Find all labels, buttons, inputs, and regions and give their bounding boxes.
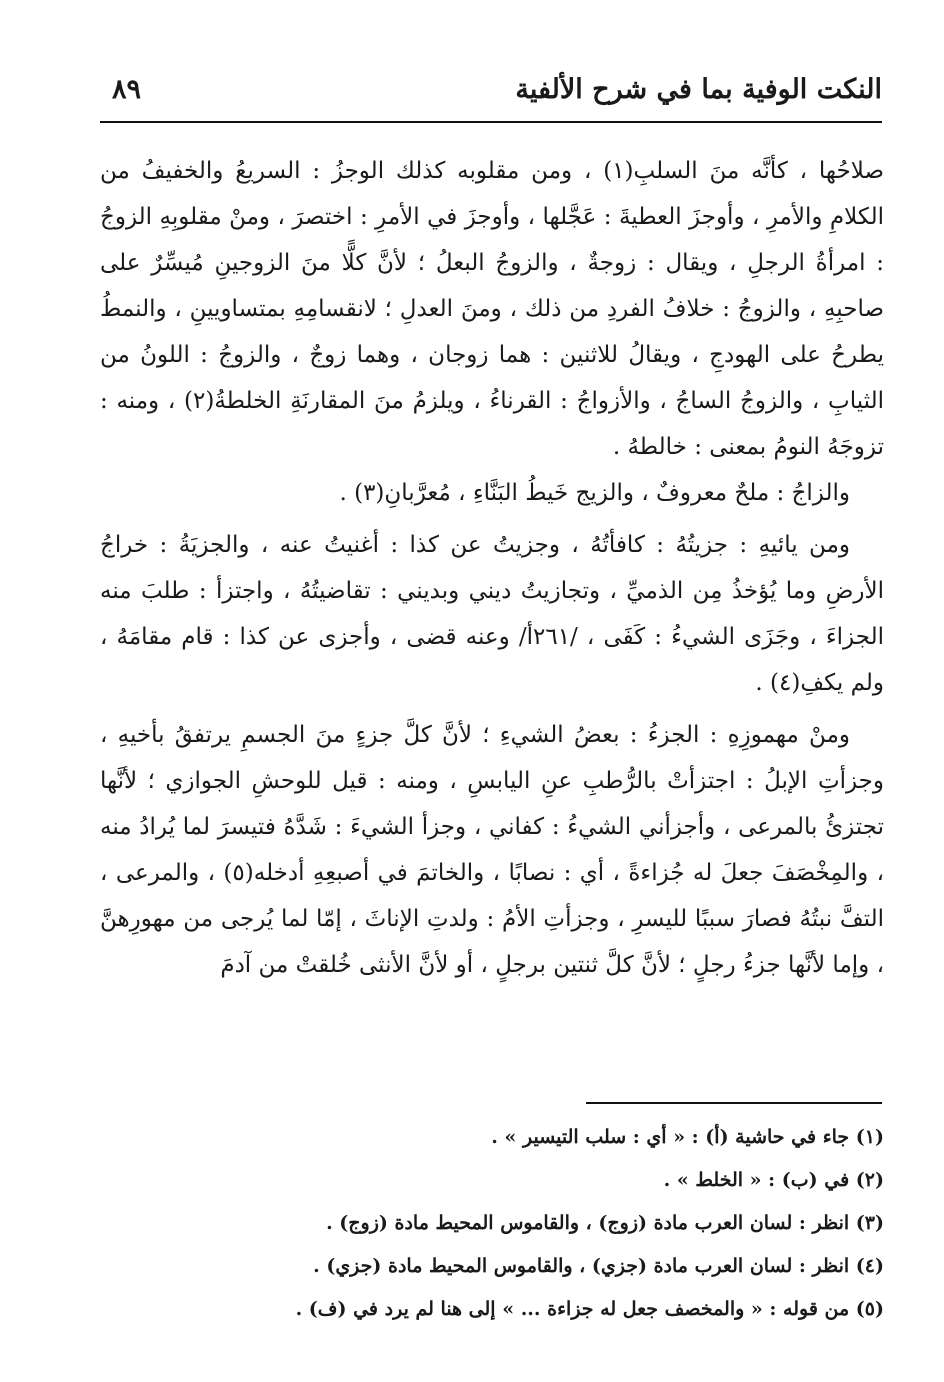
running-title: النكت الوفية بما في شرح الألفية	[515, 74, 882, 105]
paragraph: والزاجُ : ملحٌ معروفٌ ، والزيج خَيطُ البَنَّاءِ ، مُعرَّبانِ(٣) .	[339, 480, 850, 506]
footnote: (٥) من قوله : « والمخصف جعل له جزاءة ... » إلى هنا لم يرد في (ف) .	[295, 1298, 884, 1320]
paragraph: صلاحُها ، كأنَّه منَ السلبِ(١) ، ومن مقلوبه كذلك الوجزُ : السريعُ والخفيفُ من الكلامِ والأمرِ ، وأوجزَ العطيةَ : عَجَّلها ، وأوجزَ في الأمرِ : اختصرَ ، ومنْ مقلوبِهِ الزوجُ : امرأةُ الرجلِ ، ويقال : زوجةٌ ، والزوجُ البعلُ ؛ لأنَّ كلًّا منَ الزوجينِ مُيسِّرٌ على صاحبِهِ ، والزوجُ : خلافُ الفردِ من ذلك ، ومنَ العدلِ ؛ لانقسامِهِ بمتساويينِ ، والنمطُ يطرحُ على الهودجِ ، ويقالُ للاثنين : هما زوجان ، وهما زوجٌ ، والزوجُ : اللونُ من الثيابِ ، والزوجُ الساجُ ، والأزواجُ : القرناءُ ، ويلزمُ منَ المقارنَةِ الخلطةُ(٢) ، ومنه : تزوجَهُ النومُ بمعنى : خالطهُ .	[100, 158, 884, 460]
paragraph: ومن يائيهِ : جزيتُهُ : كافأتُهُ ، وجزيتُ عن كذا : أغنيتُ عنه ، والجزيَةُ : خراجُ الأرضِ وما يُؤخذُ مِن الذميِّ ، وتجازيتُ ديني وبديني : تقاضيتُهُ ، واجتزأ : طلبَ منه الجزاءَ ، وجَزَى الشيءُ : كَفَى ، /٢٦١أ/ وعنه قضى ، وأجزى عن كذا : قام مقامَهُ ، ولم يكفِ(٤) .	[100, 532, 884, 696]
footnote-separator	[586, 1102, 882, 1104]
main-text	[100, 148, 884, 988]
page-header	[100, 70, 882, 116]
footnote: (٤) انظر : لسان العرب مادة (جزي) ، والقاموس المحيط مادة (جزي) .	[313, 1255, 884, 1277]
footnote: (١) جاء في حاشية (أ) : « أي : سلب التيسير » .	[491, 1126, 884, 1148]
header-rule	[100, 121, 882, 123]
footnote: (٣) انظر : لسان العرب مادة (زوج) ، والقاموس المحيط مادة (زوج) .	[326, 1212, 884, 1234]
page-number: ٨٩	[112, 74, 142, 105]
paragraph: ومنْ مهموزِهِ : الجزءُ : بعضُ الشيءِ ؛ لأنَّ كلَّ جزءٍ منَ الجسمِ يرتفقُ بأخيهِ ، وجزأتِ الإبلُ : اجتزأتْ بالرُّطبِ عنِ اليابسِ ، ومنه : قيل للوحشِ الجوازي ؛ لأنَّها تجتزئُ بالمرعى ، وأجزأني الشيءُ : كفاني ، وجزأ الشيءَ : شَدَّهُ فتيسرَ لما يُرادُ منه ، والمِخْصَفَ جعلَ له جُزاءةً ، أي : نصابًا ، والخاتمَ في أصبعِهِ أدخله(٥) ، والمرعى ، التفَّ نبتُهُ فصارَ سببًا لليسرِ ، وجزأتِ الأمُ : ولدتِ الإناثَ ، إمّا لما يُرجى من مهورِهنَّ ، وإما لأنَّها جزءُ رجلٍ ؛ لأنَّ كلَّ ثنتين برجلٍ ، أو لأنَّ الأنثى خُلقتْ من آدمَ	[100, 722, 885, 978]
footnotes	[100, 1116, 884, 1331]
footnote: (٢) في (ب) : « الخلط » .	[663, 1169, 884, 1191]
